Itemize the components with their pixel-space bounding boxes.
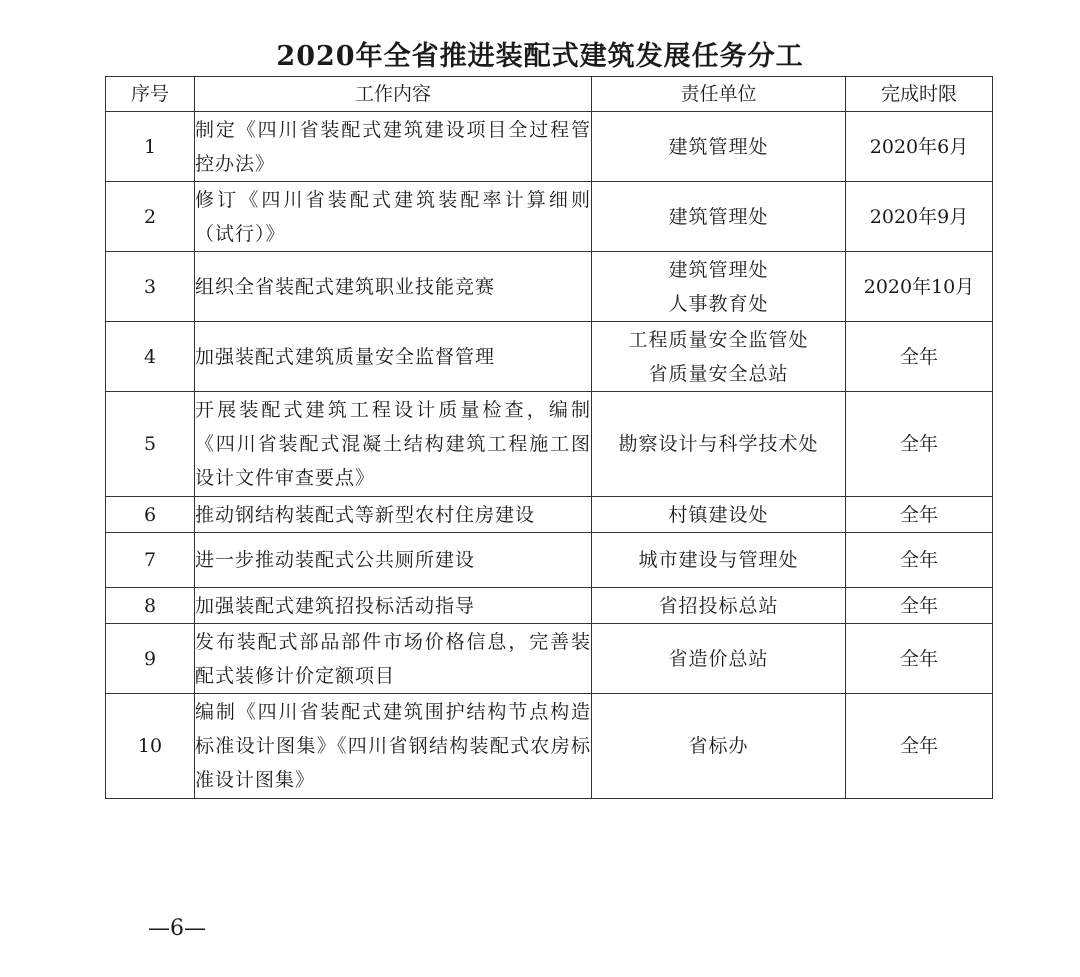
cell-content: 加强装配式建筑质量安全监督管理 bbox=[195, 322, 592, 392]
table-row bbox=[106, 322, 993, 392]
cell-unit bbox=[592, 497, 846, 533]
table-row bbox=[106, 694, 993, 799]
table-row bbox=[106, 624, 993, 694]
cell-unit bbox=[592, 322, 846, 392]
cell-unit bbox=[592, 182, 846, 252]
unit-line: 省质量安全总站 bbox=[648, 362, 789, 385]
header-no: 序号 bbox=[106, 77, 195, 112]
page-number: —6— bbox=[148, 916, 206, 941]
cell-no: 3 bbox=[106, 252, 195, 322]
page-title: 2020年全省推进装配式建筑发展任务分工 bbox=[276, 41, 804, 72]
cell-unit bbox=[592, 252, 846, 322]
table-row bbox=[106, 252, 993, 322]
cell-unit bbox=[592, 392, 846, 497]
cell-content: 制定《四川省装配式建筑建设项目全过程管控办法》 bbox=[195, 112, 592, 182]
cell-time: 2020年10月 bbox=[846, 252, 993, 322]
cell-time: 2020年9月 bbox=[846, 182, 993, 252]
table-row bbox=[106, 182, 993, 252]
cell-content: 组织全省装配式建筑职业技能竞赛 bbox=[195, 252, 592, 322]
cell-content: 发布装配式部品部件市场价格信息，完善装配式装修计价定额项目 bbox=[195, 624, 592, 694]
cell-time: 全年 bbox=[846, 624, 993, 694]
table-row bbox=[106, 497, 993, 533]
unit-line: 村镇建设处 bbox=[668, 503, 769, 526]
cell-content: 编制《四川省装配式建筑围护结构节点构造标准设计图集》《四川省钢结构装配式农房标准设计图集》 bbox=[195, 694, 592, 799]
cell-time: 全年 bbox=[846, 588, 993, 624]
cell-no: 7 bbox=[106, 533, 195, 588]
header-unit: 责任单位 bbox=[592, 77, 846, 112]
cell-no: 6 bbox=[106, 497, 195, 533]
cell-content: 加强装配式建筑招投标活动指导 bbox=[195, 588, 592, 624]
unit-line: 省招投标总站 bbox=[658, 594, 779, 617]
cell-no: 2 bbox=[106, 182, 195, 252]
cell-no: 10 bbox=[106, 694, 195, 799]
unit-line: 建筑管理处 bbox=[668, 258, 769, 281]
table-row bbox=[106, 588, 993, 624]
cell-content: 修订《四川省装配式建筑装配率计算细则（试行）》 bbox=[195, 182, 592, 252]
unit-line: 人事教育处 bbox=[668, 292, 769, 315]
cell-unit bbox=[592, 624, 846, 694]
cell-no: 9 bbox=[106, 624, 195, 694]
cell-time: 全年 bbox=[846, 392, 993, 497]
table-row bbox=[106, 112, 993, 182]
cell-content: 进一步推动装配式公共厕所建设 bbox=[195, 533, 592, 588]
table-header-row bbox=[106, 77, 993, 112]
unit-line: 城市建设与管理处 bbox=[638, 549, 799, 571]
cell-unit bbox=[592, 694, 846, 799]
cell-time: 全年 bbox=[846, 497, 993, 533]
table-row bbox=[106, 392, 993, 497]
table-row bbox=[106, 533, 993, 588]
cell-time: 全年 bbox=[846, 533, 993, 588]
cell-unit bbox=[592, 533, 846, 588]
unit-line: 省标办 bbox=[688, 735, 749, 757]
cell-no: 4 bbox=[106, 322, 195, 392]
cell-time: 全年 bbox=[846, 694, 993, 799]
unit-line: 省造价总站 bbox=[668, 647, 769, 670]
header-time: 完成时限 bbox=[846, 77, 993, 112]
unit-line: 勘察设计与科学技术处 bbox=[618, 433, 819, 455]
unit-line: 建筑管理处 bbox=[668, 135, 769, 158]
unit-line: 工程质量安全监管处 bbox=[628, 328, 809, 351]
cell-unit bbox=[592, 112, 846, 182]
cell-time: 2020年6月 bbox=[846, 112, 993, 182]
cell-no: 8 bbox=[106, 588, 195, 624]
task-table bbox=[105, 76, 993, 799]
cell-no: 1 bbox=[106, 112, 195, 182]
cell-unit bbox=[592, 588, 846, 624]
cell-time: 全年 bbox=[846, 322, 993, 392]
cell-no: 5 bbox=[106, 392, 195, 497]
unit-line: 建筑管理处 bbox=[668, 205, 769, 228]
header-content: 工作内容 bbox=[195, 77, 592, 112]
cell-content: 开展装配式建筑工程设计质量检查，编制《四川省装配式混凝土结构建筑工程施工图设计文件审查要点》 bbox=[195, 392, 592, 497]
cell-content: 推动钢结构装配式等新型农村住房建设 bbox=[195, 497, 592, 533]
